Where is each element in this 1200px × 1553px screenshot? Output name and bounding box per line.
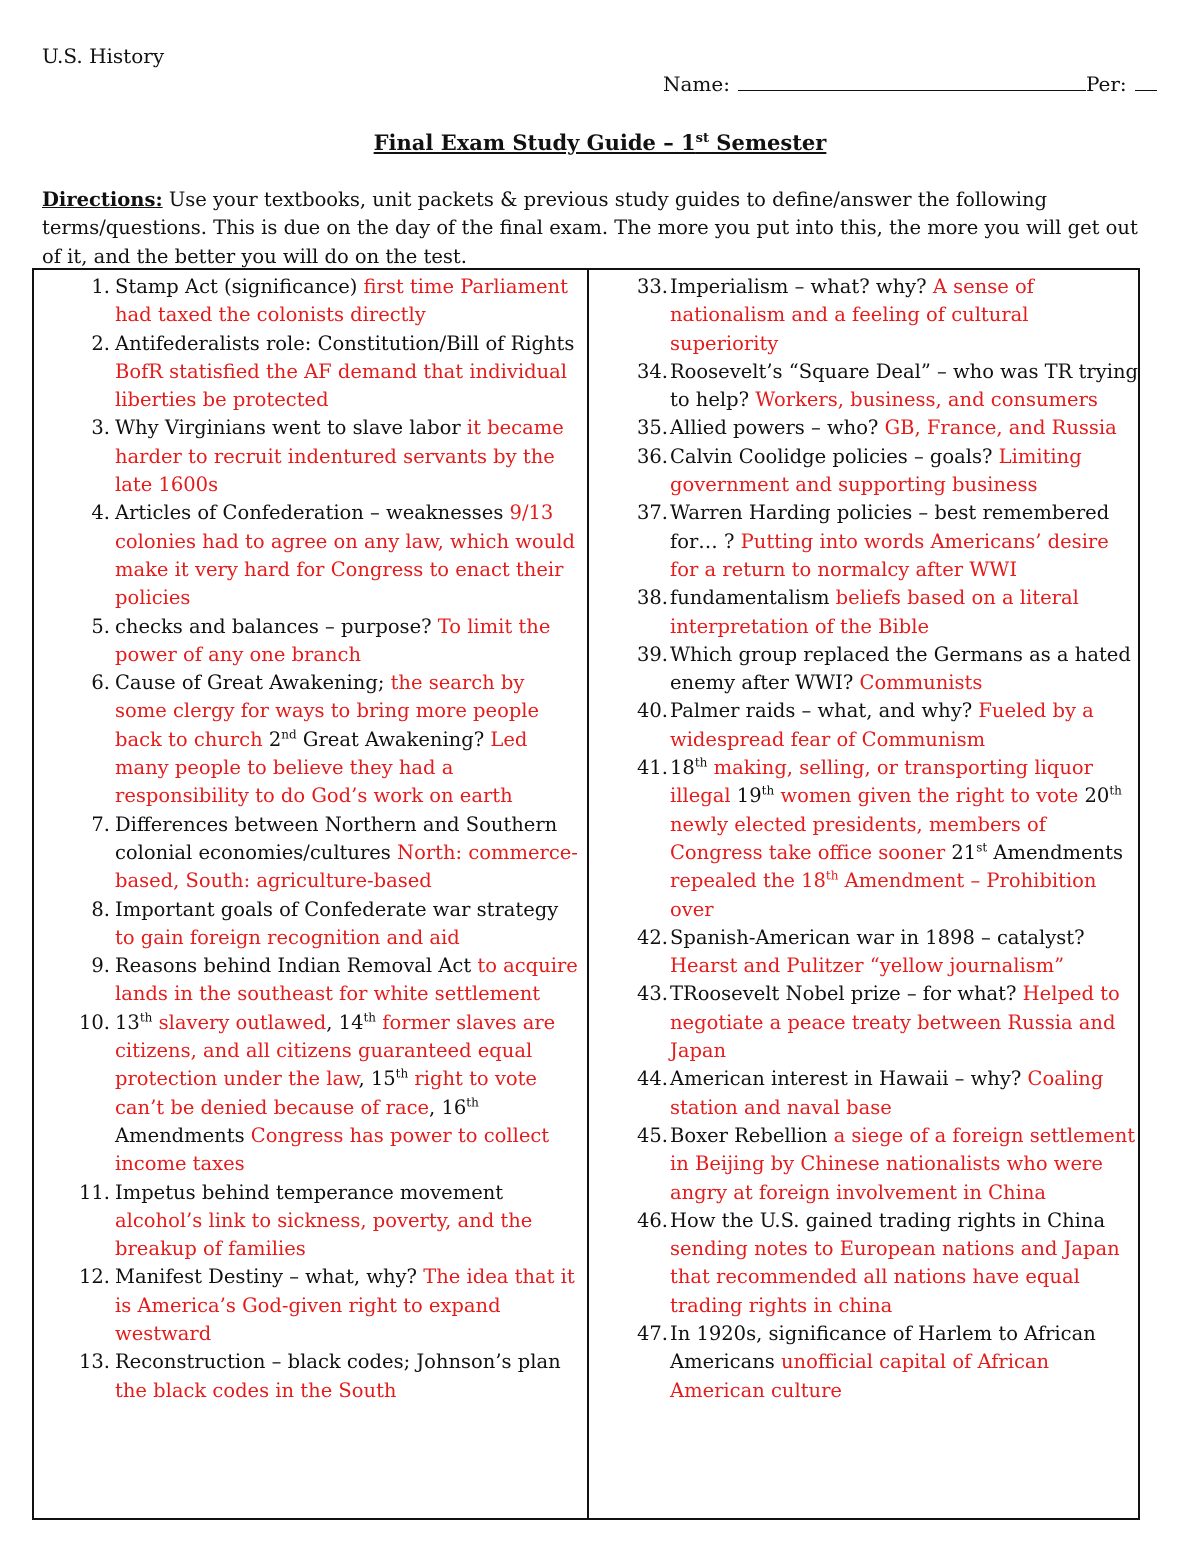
question-item [34, 1348, 579, 1405]
question-number: 33. [636, 275, 668, 298]
answer-text: BofR statisfied the AF demand that individual liberties be protected [115, 359, 567, 412]
page-title [0, 130, 1200, 155]
question-item [589, 584, 1139, 641]
prompt-text: Antifederalists role: Constitution/Bill of Rights [115, 331, 575, 355]
answer-text: the black codes in the South [115, 1378, 397, 1402]
prompt-text: Reconstruction – black codes; Johnson’s plan [115, 1350, 561, 1374]
question-number: 42. [636, 925, 668, 949]
question-item [34, 811, 579, 896]
question-item [34, 414, 579, 499]
prompt-text: Palmer raids – what, and why? [670, 699, 979, 723]
question-item [34, 330, 579, 415]
answer-text: Led many people to believe they had a responsibility to do God’s work on earth [115, 727, 528, 808]
directions-text: Use your textbooks, unit packets & previous study guides to define/answer the following terms/questions. This is due on the day of the final exam. The more you put into this, the more you will get out of it, and the better you will do on the test. [42, 188, 1138, 268]
question-item [34, 273, 579, 330]
prompt-text: checks and balances – purpose? [115, 614, 438, 638]
ordinal-suffix: th [1109, 783, 1122, 798]
right-column [589, 273, 1139, 1405]
question-text [669, 1065, 1138, 1122]
question-number: 40. [636, 699, 668, 723]
question-text [669, 414, 1138, 442]
answer-text: it became harder to recruit indentured servants by the late 1600s [115, 416, 564, 497]
question-text [669, 1320, 1138, 1405]
question-text [669, 499, 1138, 584]
question-number: 44. [636, 1067, 668, 1091]
ordinal-suffix: th [139, 1010, 153, 1025]
answer-text: th [825, 868, 839, 883]
answer-text: Workers, business, and consumers [755, 388, 1098, 412]
question-number: 11. [78, 1180, 110, 1204]
answer-text: Fueled by a widespread fear of Communism [670, 699, 1094, 751]
course-label: U.S. History [42, 44, 165, 68]
question-text [112, 669, 579, 810]
left-column [34, 273, 579, 1405]
prompt-text: , 14 [326, 1010, 364, 1034]
question-item [34, 896, 579, 953]
prompt-text: Why Virginians went to slave labor [115, 416, 467, 440]
question-number: 3. [91, 416, 110, 440]
answer-text: Communists [859, 671, 983, 695]
prompt-text: Warren Harding policies – best remembered for… ? [670, 501, 1110, 553]
question-text [669, 273, 1138, 358]
question-item [589, 1207, 1139, 1320]
ordinal-suffix: th [466, 1095, 479, 1110]
question-text [669, 1207, 1138, 1320]
question-text [112, 414, 579, 499]
question-item [589, 1320, 1139, 1405]
directions-paragraph [42, 186, 1152, 271]
question-item [589, 358, 1139, 415]
answer-text: Hearst and Pulitzer “yellow journalism” [670, 954, 1065, 978]
question-number: 2. [91, 331, 110, 355]
prompt-text: Amendments [987, 840, 1123, 864]
prompt-text: Important goals of Confederate war strategy [115, 897, 559, 921]
prompt-text: Calvin Coolidge policies – goals? [670, 444, 999, 468]
question-number: 39. [636, 642, 668, 666]
question-text [112, 1179, 579, 1264]
prompt-text: In 1920s, significance of Harlem to African Americans [670, 1321, 1096, 1374]
answer-text: beliefs based on a literal interpretation of the Bible [670, 586, 1079, 638]
question-text [669, 754, 1138, 924]
question-text [669, 584, 1138, 641]
question-number: 9. [91, 954, 110, 978]
period-label: Per: [1085, 72, 1127, 96]
question-text [112, 1348, 579, 1405]
ordinal-suffix: th [694, 755, 708, 770]
question-number: 1. [91, 275, 110, 298]
period-blank-line [1135, 74, 1157, 91]
question-item [589, 1122, 1139, 1207]
directions-label: Directions: [42, 188, 163, 211]
question-number: 35. [636, 416, 668, 440]
prompt-text: , 16 [429, 1095, 467, 1119]
question-text [669, 1122, 1138, 1207]
prompt-text: Reasons behind Indian Removal Act [115, 954, 478, 978]
answer-text: to acquire lands in the southeast for white settlement [115, 954, 578, 1006]
question-text [112, 330, 579, 415]
answer-text: first time Parliament had taxed the colonists directly [115, 275, 568, 327]
question-item [589, 754, 1139, 924]
answer-text: GB, France, and Russia [884, 416, 1117, 440]
question-item [34, 1263, 579, 1348]
prompt-text: Impetus behind temperance movement [115, 1180, 504, 1204]
question-text [112, 896, 579, 953]
question-text [112, 273, 579, 330]
question-text [112, 1009, 579, 1179]
question-text [112, 811, 579, 896]
ordinal-suffix: st [976, 840, 988, 855]
question-number: 6. [91, 671, 110, 695]
prompt-text: , 15 [358, 1067, 396, 1091]
answer-text: the search by some clergy for ways to bring more people back to church [115, 671, 540, 751]
answer-text: making, selling, or transporting liquor illegal [670, 756, 1093, 808]
answer-text: newly elected presidents, members of Congress take office sooner [670, 812, 1046, 864]
question-number: 47. [636, 1321, 668, 1345]
question-number: 10. [78, 1010, 110, 1034]
answer-text: right to vote can’t be denied because of race [115, 1067, 537, 1119]
answer-text: 9/13 colonies had to agree on any law, which would make it very hard for Congress to enact their policies [115, 501, 575, 610]
prompt-text: How the U.S. gained trading rights in China [670, 1208, 1106, 1232]
title-end: Semester [708, 130, 827, 155]
answer-text: women given the right to vote [774, 784, 1079, 808]
prompt-text: Stamp Act (significance) [115, 275, 364, 298]
prompt-text: Amendments [115, 1123, 251, 1147]
prompt-text: Cause of Great Awakening; [115, 671, 391, 695]
question-number: 12. [78, 1265, 110, 1289]
answer-text: former slaves are citizens, and all citizens guaranteed equal protection under the law [115, 1010, 556, 1091]
prompt-text: American interest in Hawaii – why? [670, 1067, 1028, 1091]
answer-text: A sense of nationalism and a feeling of cultural superiority [670, 275, 1034, 355]
question-text [669, 641, 1138, 698]
question-number: 37. [636, 501, 668, 525]
answer-text: unofficial capital of African American culture [670, 1350, 1050, 1402]
question-number: 4. [91, 501, 110, 525]
answer-text: a siege of a foreign settlement in Beijing by Chinese nationalists who were angry at foreign involvement in China [670, 1123, 1136, 1204]
question-number: 45. [636, 1123, 668, 1147]
prompt-text: Articles of Confederation – weaknesses [115, 501, 510, 525]
prompt-text: Allied powers – who? [670, 416, 885, 440]
answer-text: Helped to negotiate a peace treaty between Russia and Japan [670, 982, 1120, 1063]
question-item [34, 1179, 579, 1264]
answer-text: alcohol’s link to sickness, poverty, and the breakup of families [115, 1208, 533, 1261]
prompt-text: TRoosevelt Nobel prize – for what? [670, 982, 1023, 1006]
answer-text: Amendment – Prohibition over [670, 869, 1097, 921]
ordinal-suffix: nd [281, 727, 297, 742]
question-text [112, 952, 579, 1009]
question-number: 7. [91, 812, 110, 836]
question-text [669, 980, 1138, 1065]
ordinal-suffix: th [363, 1010, 377, 1025]
question-number: 46. [636, 1208, 668, 1232]
question-number: 5. [91, 614, 110, 638]
question-text [669, 924, 1138, 981]
question-text [669, 697, 1138, 754]
prompt-text: 18 [670, 756, 695, 780]
question-text [112, 613, 579, 670]
prompt-text: 21 [945, 840, 977, 864]
answer-text: Limiting government and supporting business [670, 444, 1082, 497]
prompt-text: 20 [1078, 784, 1110, 808]
prompt-text: 19 [730, 784, 762, 808]
answer-text: To limit the power of any one branch [115, 614, 551, 666]
question-number: 41. [636, 756, 668, 780]
prompt-text: Boxer Rebellion [670, 1123, 834, 1147]
question-item [589, 499, 1139, 584]
prompt-text: Spanish-American war in 1898 – catalyst? [670, 925, 1085, 949]
question-number: 38. [636, 586, 668, 610]
ordinal-suffix: th [761, 783, 775, 798]
question-item [589, 414, 1139, 442]
prompt-text: Which group replaced the Germans as a hated enemy after WWI? [670, 642, 1131, 695]
answer-text: to gain foreign recognition and aid [115, 925, 460, 949]
question-item [589, 641, 1139, 698]
question-item [34, 499, 579, 612]
answer-text: North: commerce-based, South: agriculture-based [115, 840, 578, 893]
prompt-text: Great Awakening? [296, 727, 491, 751]
question-text [112, 1263, 579, 1348]
answer-text: The idea that it is America’s God-given right to expand westward [115, 1265, 575, 1345]
name-blank-line [738, 74, 1086, 91]
question-item [34, 669, 579, 810]
ordinal-suffix: th [395, 1066, 409, 1081]
question-number: 8. [91, 897, 110, 921]
question-item [589, 697, 1139, 754]
question-item [34, 613, 579, 670]
prompt-text: Imperialism – what? why? [670, 275, 933, 298]
answer-text: Congress has power to collect income taxes [115, 1123, 550, 1176]
question-item [589, 924, 1139, 981]
question-item [34, 1009, 579, 1179]
question-item [589, 1065, 1139, 1122]
prompt-text: Roosevelt’s “Square Deal” – who was TR trying to help? [670, 359, 1138, 412]
question-text [669, 358, 1138, 415]
question-item [589, 980, 1139, 1065]
question-number: 13. [78, 1350, 110, 1374]
answer-text: slavery outlawed [152, 1010, 327, 1034]
question-item [589, 273, 1139, 358]
answer-text: sending notes to European nations and Japan that recommended all nations have equal trading rights in china [670, 1237, 1120, 1317]
prompt-text: 2 [262, 727, 282, 751]
prompt-text: Manifest Destiny – what, why? [115, 1265, 424, 1289]
question-number: 34. [636, 359, 668, 383]
answer-text: Coaling station and naval base [670, 1067, 1104, 1119]
question-text [112, 499, 579, 612]
question-item [589, 443, 1139, 500]
prompt-text: fundamentalism [670, 586, 836, 610]
prompt-text: Differences between Northern and Southern colonial economies/cultures [115, 812, 558, 864]
name-period-row [663, 72, 1157, 96]
question-number: 43. [636, 982, 668, 1006]
question-item [34, 952, 579, 1009]
title-superscript: st [695, 131, 709, 146]
question-number: 36. [636, 444, 668, 468]
name-label: Name: [663, 72, 730, 96]
answer-text: Putting into words Americans’ desire for a return to normalcy after WWI [670, 529, 1109, 581]
questions-table [32, 268, 1140, 1520]
question-text [669, 443, 1138, 500]
title-main: Final Exam Study Guide – 1 [373, 130, 696, 155]
answer-text: repealed the 18 [670, 869, 826, 893]
prompt-text: 13 [115, 1010, 140, 1034]
